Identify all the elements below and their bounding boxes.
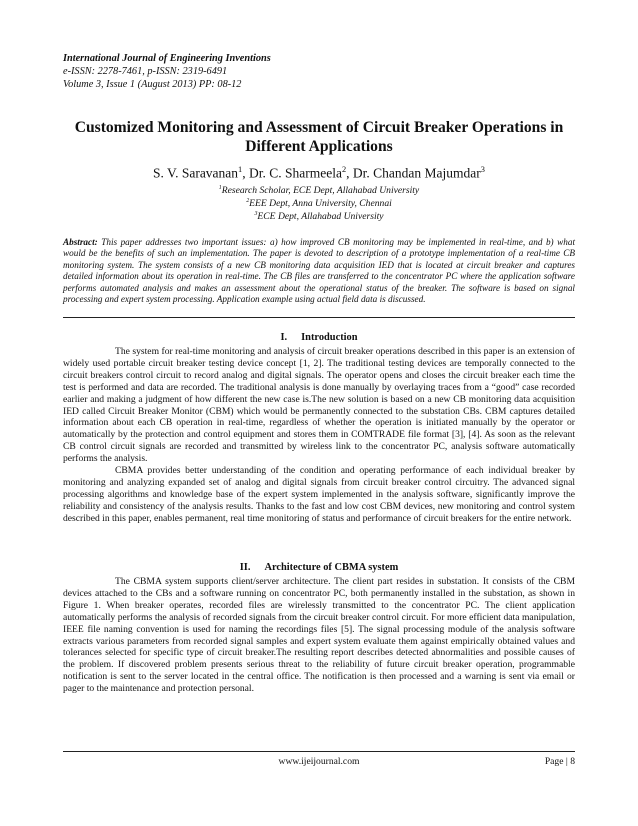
affiliation [63,208,575,223]
section-heading [63,331,575,344]
footer-divider [63,751,575,752]
journal-header [63,52,583,91]
section-number: II. [239,562,251,573]
abstract-divider [63,317,575,318]
abstract-text: This paper addresses two important issues: a) how improved CB monitoring may be implemented in real-time, and b) what would be the benefits of such an implementation. The paper is devoted to description of a prototype implementation of a real-time CB monitoring system. The system consists of a new CB monitoring data acquisition IED that is located at circuit breaker and captures detailed information about its operation in real-time. The CB files are transferred to the concentrator PC where the application software performs automated analysis and makes an assessment about the operational status of the breaker. The software is based on signal processing and expert system processing. Application example using actual field data is discussed. [63,237,575,305]
section-body [63,346,575,525]
section-body [63,576,575,695]
paragraph: CBMA provides better understanding of the condition and operating performance of each individual breaker by monitoring and analyzing expanded set of analog and digital signals from circuit breaker control circuitry. The advanced signal processing algorithms and knowledge base of the expert system implemented in the analysis software, significantly improve the reliability and consistency of the analysis results. Thanks to the fast and low cost CBM devices, new monitoring and control system described in this paper, enables permanent, real time monitoring of status and performance of circuit breakers for the entire network. [63,465,575,524]
journal-issn: e-ISSN: 2278-7461, p-ISSN: 2319-6491 [63,66,228,77]
author-superscript: 3 [480,165,485,174]
author-name: Dr. Chandan Majumdar [352,165,481,181]
section-title: Introduction [301,332,358,343]
abstract [63,237,575,306]
abstract-label: Abstract: [63,237,98,247]
author-superscript: 1 [238,165,243,174]
footer-website: www.ijeijournal.com [278,756,360,767]
section-title: Architecture of CBMA system [264,562,399,573]
affiliation-superscript: 1 [218,185,222,191]
author-name: Dr. C. Sharmeela [248,165,342,181]
affiliation-text: EEE Dept, Anna University, Chennai [249,198,392,210]
author-list: S. V. Saravanan$^1$, Dr. C. Sharmeela$^2$, Dr. Chandan Majumdar$^3$ [153,165,485,181]
paragraph: The CBMA system supports client/server architecture. The client part resides in substation. It consists of the CBM devices attached to the CBs and a software running on concentrator PC, both permanently installed in the substation, as shown in Figure 1. When breaker operates, recorded files are wirelessly transmitted to the concentrator PC. The client application automatically performs the analysis of recorded signals from the circuit breaker control circuit. For more efficient data manipulation, IEEE file naming convention is used for naming the recordings files [5]. The signal processing module of the analysis software extracts various parameters from recorded signal samples and expert system evaluate them against empirically obtained values and tolerances selected for specific type of circuit breaker.The resulting report describes detected abnormalities and possible causes of the problem. If discovered problem presents serious threat to the reliability of future circuit breaker operation, programmable notification is sent to the server located in the central office. The notification is then processed and a warning is sent via email or pager to the maintenance and protection personal. [63,576,575,695]
footer-page-number: Page | 8 [544,756,575,767]
journal-volume: Volume 3, Issue 1 (August 2013) PP: 08-12 [63,79,242,90]
affiliation-text: Research Scholar, ECE Dept, Allahabad University [221,185,420,197]
paper-title: Customized Monitoring and Assessment of Circuit Breaker Operations in Different Applications [74,119,564,155]
paragraph: The system for real-time monitoring and analysis of circuit breaker operations described in this paper is an extension of widely used portable circuit breaker testing device concept [1, 2]. The traditional testing devices are temporally connected to the circuit breakers control circuit to record analog and digital signals. The operator opens and closes the circuit breaker each time the test is performed and data are recorded. The traditional analysis is done manually by overlaying traces from a “good” case recorded earlier and making a judgment of how different the new case is.The new solution is based on a new CB monitoring data acquisition IED called Circuit Breaker Monitor (CBM) which would be permanently connected to the substation CBs. CBM captures detailed information about each CB operation in real-time, regardless of whether the operation is initiated manually by the operator or automatically by the protection and control equipment and stores them in COMTRADE file format [3], [4]. As soon as the relevant CB control circuit signals are recorded and transmitted by wireless link to the concentrator PC, analysis software automatically performs the analysis. [63,346,575,465]
affiliation-superscript: 3 [254,211,258,217]
affiliation-text: ECE Dept, Allahabad University [257,211,384,223]
author-name: S. V. Saravanan [153,165,239,181]
section-number: I. [280,332,288,343]
section-heading [63,561,575,574]
author-superscript: 2 [341,165,347,174]
journal-name: International Journal of Engineering Inventions [63,53,271,64]
affiliation-superscript: 2 [246,198,250,204]
